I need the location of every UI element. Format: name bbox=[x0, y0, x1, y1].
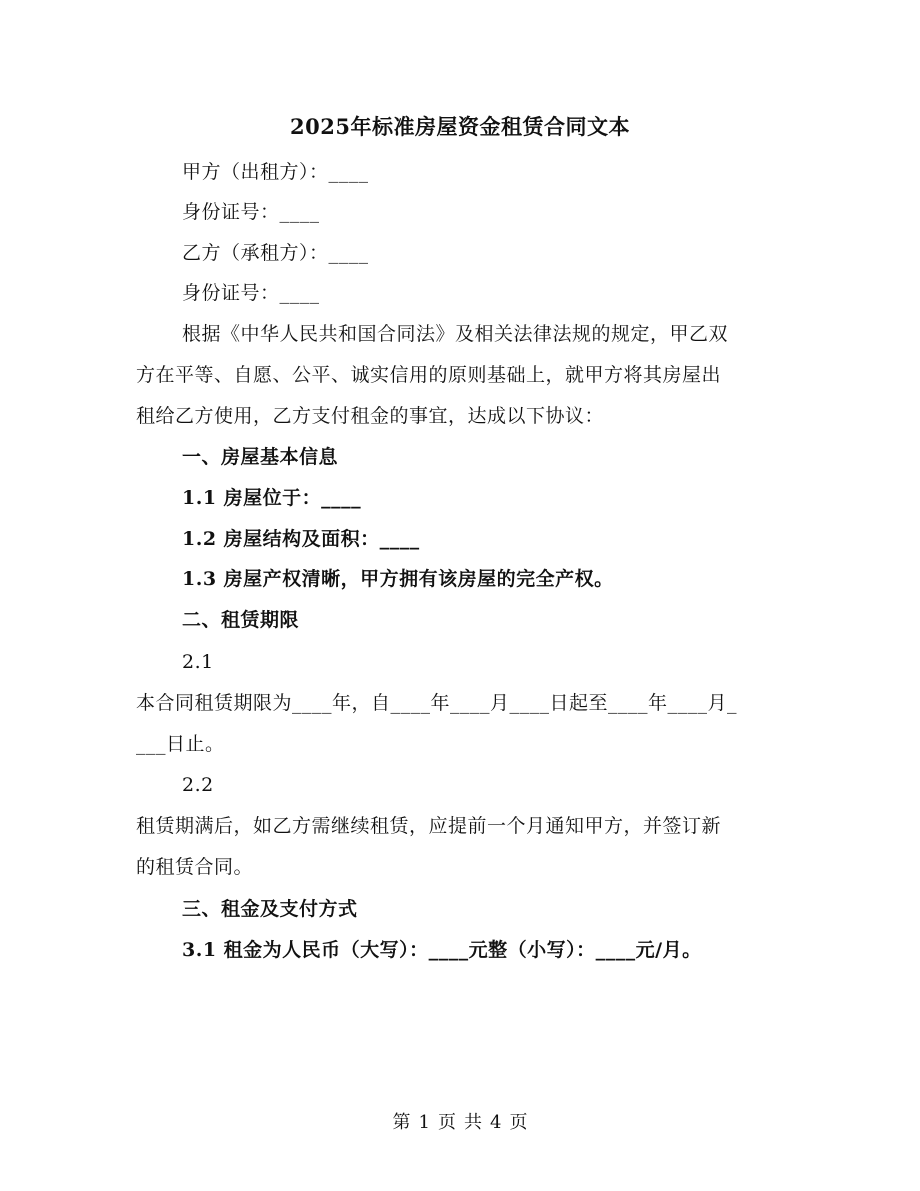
footer-page-label: 页 bbox=[438, 1112, 456, 1133]
document-title: 2025年标准房屋资金租赁合同文本 bbox=[290, 114, 630, 139]
party-b-id-line: 身份证号：____ bbox=[182, 282, 320, 304]
section-2-item-2-line-2: 的租赁合同。 bbox=[136, 856, 254, 878]
section-3-item-1: 3.1 租金为人民币（大写）：____元整（小写）：____元/月。 bbox=[182, 939, 702, 961]
party-a-line: 甲方（出租方）：____ bbox=[182, 161, 369, 183]
section-2-item-2-line-1: 租赁期满后，如乙方需继续租赁，应提前一个月通知甲方，并签订新 bbox=[136, 815, 722, 837]
section-1-item-2: 1.2 房屋结构及面积：____ bbox=[182, 528, 420, 550]
section-1-item-3: 1.3 房屋产权清晰，甲方拥有该房屋的完全产权。 bbox=[182, 568, 614, 590]
page-footer bbox=[0, 1112, 920, 1134]
section-1-heading: 一、房屋基本信息 bbox=[182, 446, 339, 468]
section-2-item-1-line-2: ___日止。 bbox=[136, 733, 225, 755]
section-1-item-1: 1.1 房屋位于：____ bbox=[182, 487, 362, 509]
footer-total-label: 共 bbox=[464, 1112, 482, 1133]
preamble-line-1: 根据《中华人民共和国合同法》及相关法律法规的规定，甲乙双 bbox=[182, 323, 729, 345]
preamble-line-3: 租给乙方使用，乙方支付租金的事宜，达成以下协议： bbox=[136, 405, 605, 427]
footer-prefix: 第 bbox=[392, 1112, 411, 1133]
party-a-id-line: 身份证号：____ bbox=[182, 201, 320, 223]
footer-total-pages: 4 bbox=[490, 1112, 502, 1133]
section-2-item-1-number: 2.1 bbox=[182, 651, 214, 673]
footer-current-page: 1 bbox=[418, 1112, 430, 1133]
party-b-line: 乙方（承租方）：____ bbox=[182, 242, 369, 264]
footer-suffix: 页 bbox=[509, 1112, 528, 1133]
section-2-item-2-number: 2.2 bbox=[182, 774, 214, 796]
section-3-heading: 三、租金及支付方式 bbox=[182, 898, 358, 920]
section-2-heading: 二、租赁期限 bbox=[182, 609, 300, 631]
section-2-item-1-line-1: 本合同租赁期限为____年，自____年____月____日起至____年____月_ bbox=[136, 692, 738, 714]
preamble-line-2: 方在平等、自愿、公平、诚实信用的原则基础上，就甲方将其房屋出 bbox=[136, 364, 722, 386]
